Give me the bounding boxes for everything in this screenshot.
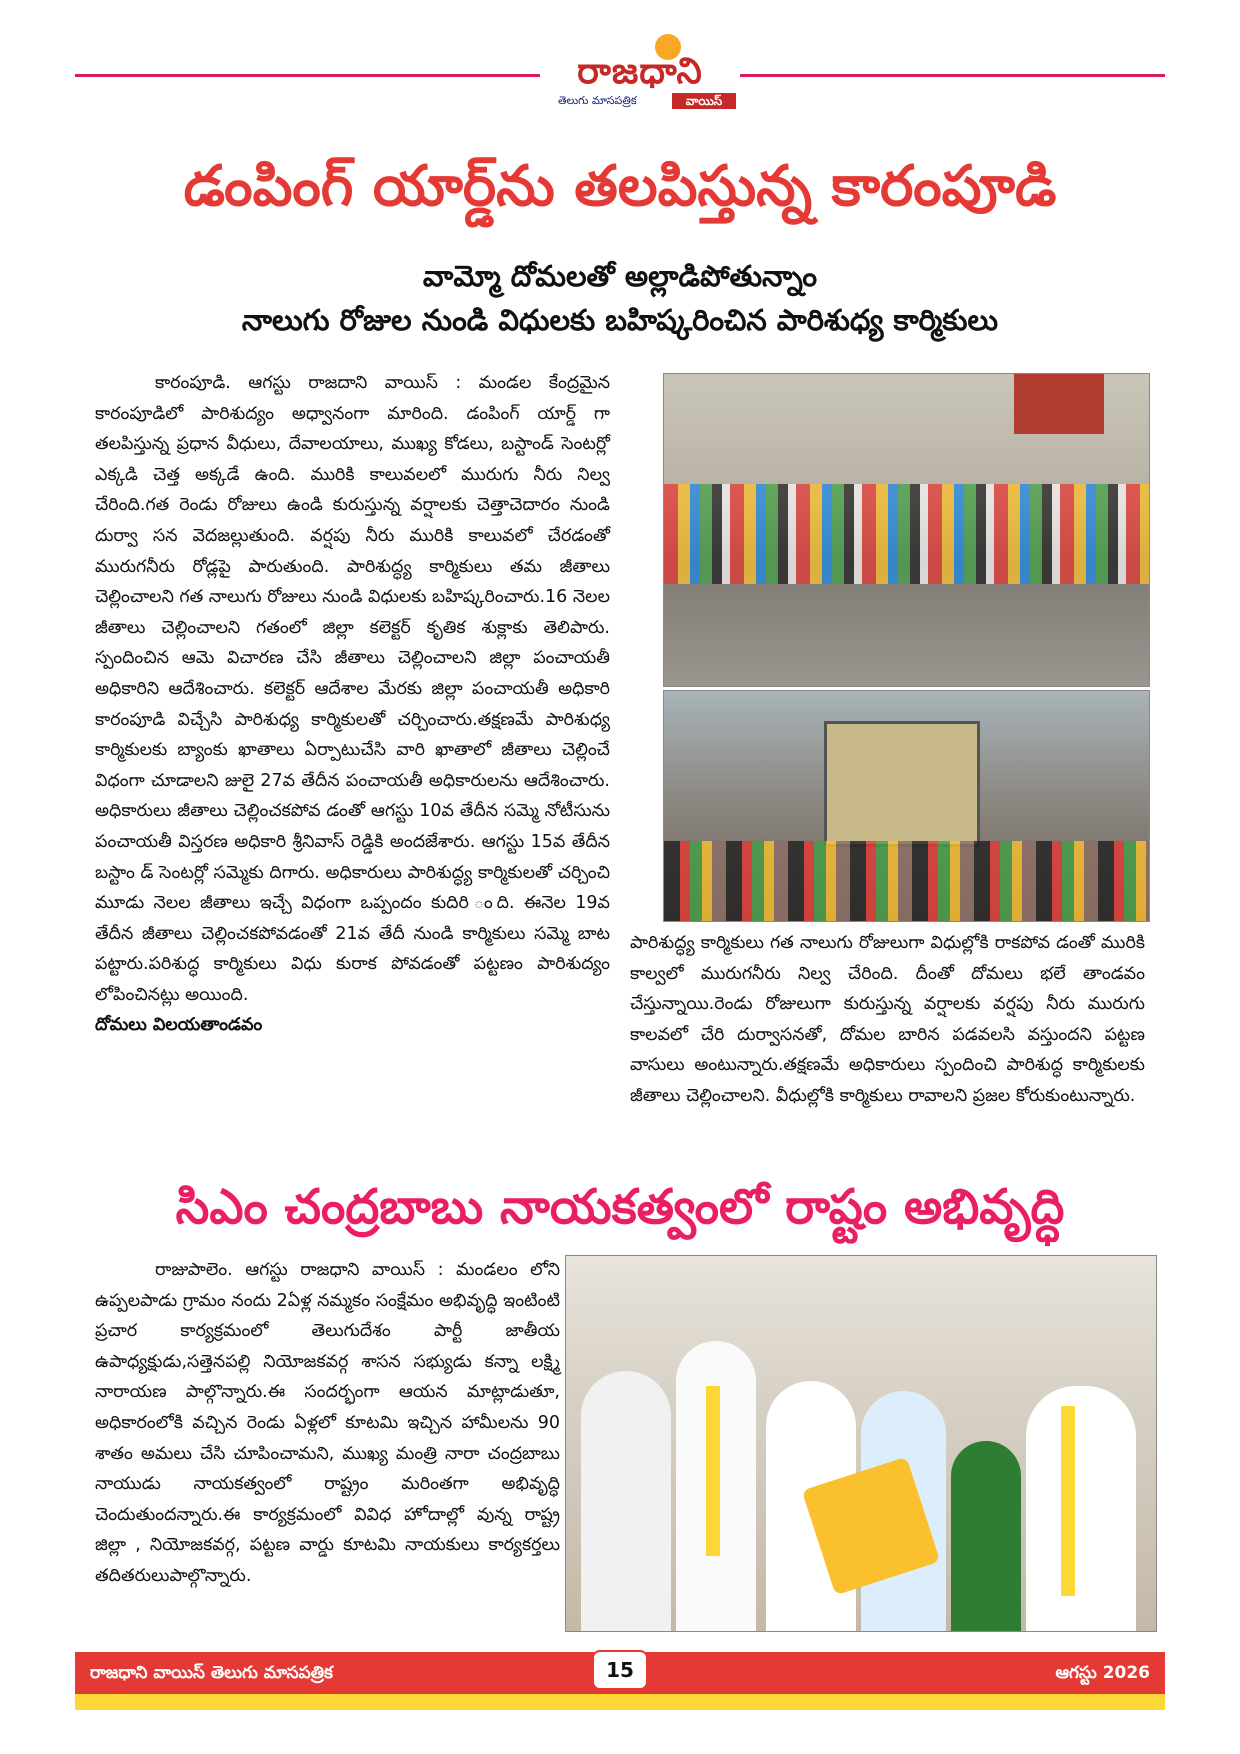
story1-headline: డంపింగ్ యార్డ్‌ను తలపిస్తున్న కారంపూడి <box>183 154 1057 219</box>
story1-body-tail: దోమలు విలయతాండవం <box>95 1015 263 1036</box>
story2-headline: సిఎం చంద్రబాబు నాయకత్వంలో రాష్టం అభివృద్ధి <box>175 1179 1065 1235</box>
party-scarf <box>1061 1406 1075 1596</box>
garbage-photo-1 <box>663 373 1150 687</box>
story1-body <box>95 368 610 1041</box>
story1-body-text: కారంపూడి. ఆగస్టు రాజదాని వాయిస్ : మండల కేంద్రమైన కారంపూడిలో పారిశుద్యం అధ్వానంగా మారింది. డంపింగ్ యార్డ్ గా తలపిస్తున్న ప్రధాన వీధులు, దేవాలయాలు, ముఖ్య కోడలు, బస్టాండ్ సెంటర్లో ఎక్కడి చెత్త అక్కడే ఉంది. మురికి కాలువలలో మురుగు నీరు నిల్వ చేరింది.గత రెండు రోజులు ఉండి కురుస్తున్న వర్షాలకు చెత్తాచెదారం నుండి దుర్వా సన వెదజల్లుతుంది. వర్షపు నీరు మురికి కాలువలో చేరడంతో మురుగనీరు రోడ్లపై పారుతుంది. పారిశుద్ధ్య కార్మికులు తమ జీతాలు చెల్లించాలని గత నాలుగు రోజులు నుండి విధులకు బహిష్కరించారు.16 నెలల జీతాలు చెల్లించాలని గతంలో జిల్లా కలెక్టర్ కృతిక శుక్లాకు తెలిపారు. స్పందించిన ఆమె విచారణ చేసి జీతాలు చెల్లించాలని జిల్లా పంచాయతీ అధికారిని ఆదేశించారు. కలెక్టర్ ఆదేశాల మేరకు జిల్లా పంచాయతీ అధికారి కారంపూడి విచ్చేసి పారిశుధ్య కార్మికులతో చర్చించారు.తక్షణమే పారిశుధ్య కార్మికులకు బ్యాంకు ఖాతాలు ఏర్పాటుచేసి వారి ఖాతాలో జీతాలు చెల్లించే విధంగా చూడాలని జులై 27వ తేదీన పంచాయతీ అధికారులను ఆదేశించారు. అధికారులు జీతాలు చెల్లించకపోవ డంతో ఆగస్టు 10వ తేదీన సమ్మె నోటీసును పంచాయతీ విస్తరణ అధికారి శ్రీనివాస్ రెడ్డికి అందజేశారు. ఆగస్టు 15వ తేదీన బస్టాం డ్ సెంటర్లో సమ్మెకు దిగారు. అధికారులు పారిశుద్ధ్య కార్మికులతో చర్చించి మూడు నెలల జీతాలు ఇచ్చే విధంగా ఒప్పందం కుదిరి ంది. ఈనెల 19వ తేదీన జీతాలు చెల్లించకపోవడంతో 21వ తేదీ నుండి కార్మికులు సమ్మె బాట పట్టారు.పరిశుద్ధ కార్మికులు విధు కురాక పోవడంతో పట్టణం పారిశుద్యం లోపించినట్లు అయింది. <box>95 373 610 1005</box>
footer-publication: రాజధాని వాయిస్ తెలుగు మాసపత్రిక <box>90 1663 333 1683</box>
footer-strip <box>75 1694 1165 1710</box>
person <box>951 1441 1021 1631</box>
person <box>581 1371 671 1631</box>
footer-date: ఆగస్టు 2026 <box>1055 1663 1150 1683</box>
story2-body <box>95 1255 560 1592</box>
party-scarf <box>706 1386 720 1556</box>
masthead-logo: రాజధాని <box>577 51 703 92</box>
garbage-truck <box>824 721 980 847</box>
masthead-tagline: తెలుగు మాసపత్రిక <box>558 94 637 107</box>
garbage-pile <box>664 484 1149 584</box>
story1-photo-caption: పారిశుద్ధ్య కార్మికులు గత నాలుగు రోజులుగా విధుల్లోకి రాకపోవ డంతో మురికి కాల్వలో మురుగనీరు నిల్వ చేరింది. దీంతో దోమలు భలే తాండవం చేస్తున్నాయి.రెండు రోజులుగా కురుస్తున్న వర్షాలకు వర్షపు నీరు మురుగు కాలవలో చేరి దుర్వాసనతో, దోమల బారిన పడవలసి వస్తుందని పట్టణ వాసులు అంటున్నారు.తక్షణమే అధికారులు స్పందించి పారిశుద్ధ కార్మికులకు జీతాలు చెల్లించాలని. వీధుల్లోకి కార్మికులు రావాలని ప్రజల కోరుకుంటున్నారు. <box>630 933 1145 1106</box>
garbage-photo-2 <box>663 690 1150 922</box>
page-number: 15 <box>592 1650 648 1690</box>
event-photo <box>565 1255 1157 1632</box>
person <box>1026 1386 1136 1631</box>
garbage-pile <box>664 841 1149 921</box>
masthead-tagline-right: వాయిస్ <box>672 93 736 109</box>
story1-subhead-1: వామ్మో దోమలతో అల్లాడిపోతున్నాం <box>422 259 818 293</box>
garbage-cart <box>1014 374 1104 434</box>
story1-subhead-2: నాలుగు రోజుల నుండి విధులకు బహిష్కరించిన పారిశుధ్య కార్మికులు <box>241 303 999 337</box>
story2-body-text: రాజుపాలెం. ఆగస్టు రాజధాని వాయిస్ : మండలం లోని ఉప్పలపాడు గ్రామం నందు 2ఏళ్ల నమ్మకం సంక్షేమం అభివృద్ధి ఇంటింటి ప్రచార కార్యక్రమంలో తెలుగుదేశం పార్టీ జాతీయ ఉపాధ్యక్షుడు,సత్తెనపల్లి నియోజకవర్గ శాసన సభ్యుడు కన్నా లక్ష్మి నారాయణ పాల్గొన్నారు.ఈ సందర్భంగా ఆయన మాట్లాడుతూ, అధికారంలోకి వచ్చిన రెండు ఏళ్లలో కూటమి ఇచ్చిన హామీలను 90 శాతం అమలు చేసి చూపించామని, ముఖ్య మంత్రి నారా చంద్రబాబు నాయుడు నాయకత్వంలో రాష్ట్రం మరింతగా అభివృద్ధి చెందుతుందన్నారు.ఈ కార్యక్రమంలో వివిధ హోదాల్లో వున్న రాష్ట్ర జిల్లా , నియోజకవర్గ, పట్టణ వార్డు కూటమి నాయకులు కార్యకర్తలు తదితరులుపాల్గొన్నారు. <box>95 1260 560 1586</box>
